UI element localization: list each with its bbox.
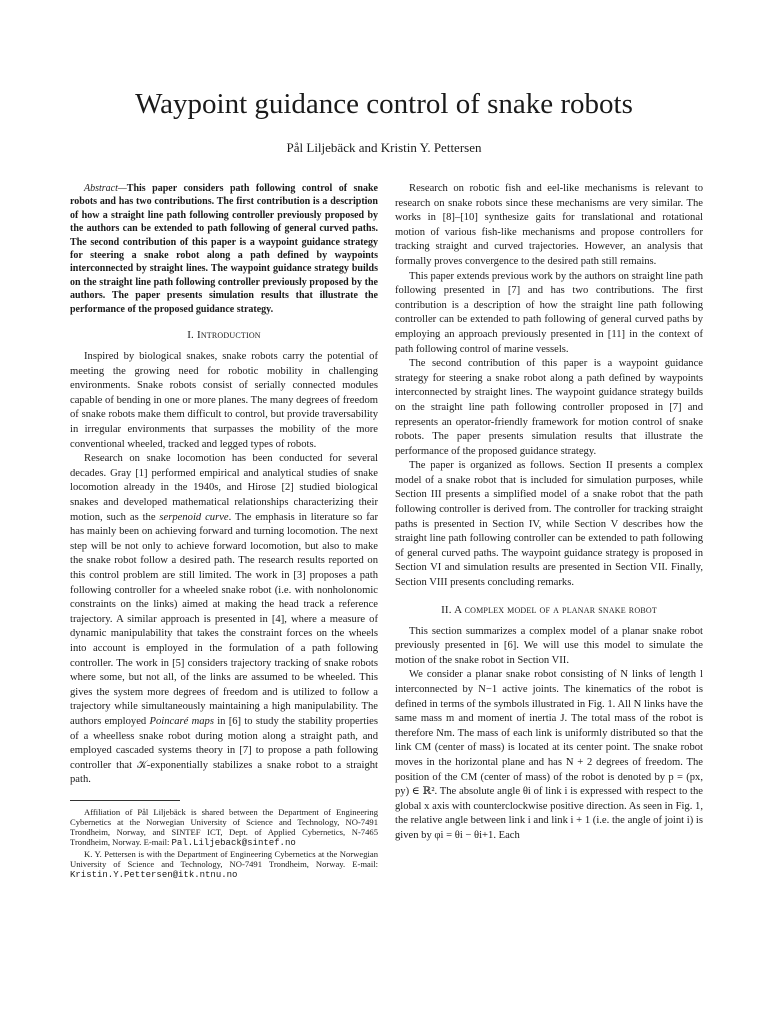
abstract-text: This paper considers path following control of snake robots and has two contributions. The first contribution is a description of how a straight line path following controller previously proposed by the authors can be extended to path following of general curved paths. The second contribution of this paper is a waypoint guidance strategy for steering a snake robot along a path defined by waypoints interconnected by straight lines. The waypoint guidance strategy builds on the straight line path following controller previously proposed by the authors. The paper presents simulation results that illustrate the performance of the proposed guidance strategy. bbox=[70, 183, 378, 315]
section-heading-introduction: I. Introduction bbox=[187, 329, 261, 342]
intro-p2-emphasis-serpenoid: serpenoid curve bbox=[159, 511, 229, 523]
intro-paragraph-1: Inspired by biological snakes, snake robots carry the potential of meeting the growing need for robotic mobility in challenging environments. Snake robots consist of serially connected modules capable of bending in one or more planes. The many degrees of freedom of snake robots make them difficult to control, but provide traversability in irregular environments that surpasses the mobility of the more conventional wheeled, tracked and legged types of robots. bbox=[70, 351, 378, 450]
abstract-lead: Abstract— bbox=[84, 183, 127, 194]
right-paragraph-3: The second contribution of this paper is a waypoint guidance strategy for steering a snake robot along a path defined by waypoints interconnected by straight lines. The waypoint guidance strategy builds on the straight line path following controller proposed in [7] and represents an operator-friendly framework for motion control of snake robots. The paper presents simulation results that illustrate the performance of the proposed guidance strategy. bbox=[395, 358, 703, 457]
intro-p2-part-c: in [6] to study the stability properties of a wheelless snake robot during motion along a straight path, and employed cascaded systems theory in [7] to propose a path following controller that 𝒦-exponentially stabilizes a snake robot to a straight path. bbox=[70, 715, 378, 786]
intro-paragraph-2 bbox=[70, 452, 378, 788]
paper-authors: Pål Liljebäck and Kristin Y. Pettersen bbox=[286, 140, 482, 155]
footnote-affiliation-2 bbox=[70, 849, 378, 881]
right-paragraph-2: This paper extends previous work by the authors on straight line path following presented in [7] and has two contributions. The first contribution is a description of how the straight line path following controller can be extended to path following of general curved paths by employing an approach previously presented in [11] in the context of path following control of marine vessels. bbox=[395, 270, 703, 355]
intro-p2-part-b: . The emphasis in literature so far has mainly been on achieving forward and turning locomotion. The next step will be not only to achieve forward locomotion, but also to make the snake robot follow a desired path. The research results reported on this control problem are still limited. The work in [3] proposes a path following controller for a wheeled snake robot (i.e. with nonholonomic constraints on the links) aimed at making the head track a reference trajectory. A similar approach is presented in [4], where a measure of dynamic manipulability that takes the constraint forces on the wheels into account is employed in the formulation of a path following controller. The work in [5] considers trajectory tracking of snake robots where some, but not all, of the links are assumed to be wheeled. This gives the system more degrees of freedom and is utilized to follow a trajectory while simultaneously maintaining a high manipulability. The authors employed bbox=[70, 511, 378, 727]
right-paragraph-4: The paper is organized as follows. Section II presents a complex model of a snake robot that is included for simulation purposes, while Section III presents a simplified model of a snake robot that the path following controller is derived from. The controller for tracking straight paths is presented in Section IV, while Section V describes how the straight line path following controller can be extended to path following of general curved paths. The waypoint guidance strategy is proposed in Section VI and simulation results are presented in Section VII. Finally, Section VIII presents concluding remarks. bbox=[395, 460, 703, 589]
section-heading-complex-model: II. A complex model of a planar snake robot bbox=[441, 603, 657, 616]
footnote-1-email: Pal.Liljeback@sintef.no bbox=[171, 838, 296, 849]
left-column bbox=[70, 182, 378, 880]
intro-p2-part-a: Research on snake locomotion has been conducted for several decades. Gray [1] performed empirical and analytical studies of snake locomotion already in the 1940s, and Hirose [2] studied biological snakes and developed mathematical relationships characterizing their motion, such as the bbox=[70, 453, 378, 523]
footnote-affiliation-1 bbox=[70, 807, 378, 849]
right-paragraph-1: Research on robotic fish and eel-like mechanisms is relevant to research on snake robots since these mechanisms are very similar. The works in [8]–[10] synthesize gaits for translational and rotational motion of various fish-like mechanisms and propose controllers for tracking straight and curved trajectories. However, an analysis that formally proves convergence to the desired path still remains. bbox=[395, 183, 703, 267]
footnote-2-text: K. Y. Pettersen is with the Department of Engineering Cybernetics at the Norwegian University of Science and Technology, NO-7491 Trondheim, Norway. E-mail: bbox=[70, 848, 378, 869]
abstract bbox=[70, 182, 378, 316]
footnote-rule bbox=[70, 800, 180, 801]
paper-title: Waypoint guidance control of snake robots bbox=[135, 88, 633, 120]
footnote-1-text: Affiliation of Pål Liljebäck is shared between the Department of Engineering Cybernetics at the Norwegian University of Science and Technology, NO-7491 Trondheim, Norway, and SINTEF ICT, Dept. of Applied Cybernetics, N-7465 Trondheim, Norway. E-mail: bbox=[70, 806, 378, 848]
right-column bbox=[395, 182, 703, 844]
footnote-2-email: Kristin.Y.Pettersen@itk.ntnu.no bbox=[70, 870, 238, 881]
section2-paragraph-2: We consider a planar snake robot consisting of N links of length l interconnected by N−1 active joints. The kinematics of the robot is defined in terms of the symbols illustrated in Fig. 1. All N links have the same mass m and moment of inertia J. The total mass of the robot is therefore Nm. The mass of each link is uniformly distributed so that the link CM (center of mass) is located at its center point. The snake robot moves in the horizontal plane and has N + 2 degrees of freedom. The position of the CM (center of mass) of the robot is denoted by p = (px, py) ∈ ℝ². The absolute angle θi of link i is expressed with respect to the global x axis with counterclockwise positive direction. As seen in Fig. 1, the relative angle between link i and link i + 1 (i.e. the angle of joint i) is given by φi = θi − θi+1. Each bbox=[395, 669, 703, 841]
section2-paragraph-1: This section summarizes a complex model of a planar snake robot previously presented in [6]. We will use this model to simulate the motion of the snake robot in Section VII. bbox=[395, 625, 703, 666]
intro-p2-emphasis-poincare: Poincaré maps bbox=[149, 715, 214, 727]
